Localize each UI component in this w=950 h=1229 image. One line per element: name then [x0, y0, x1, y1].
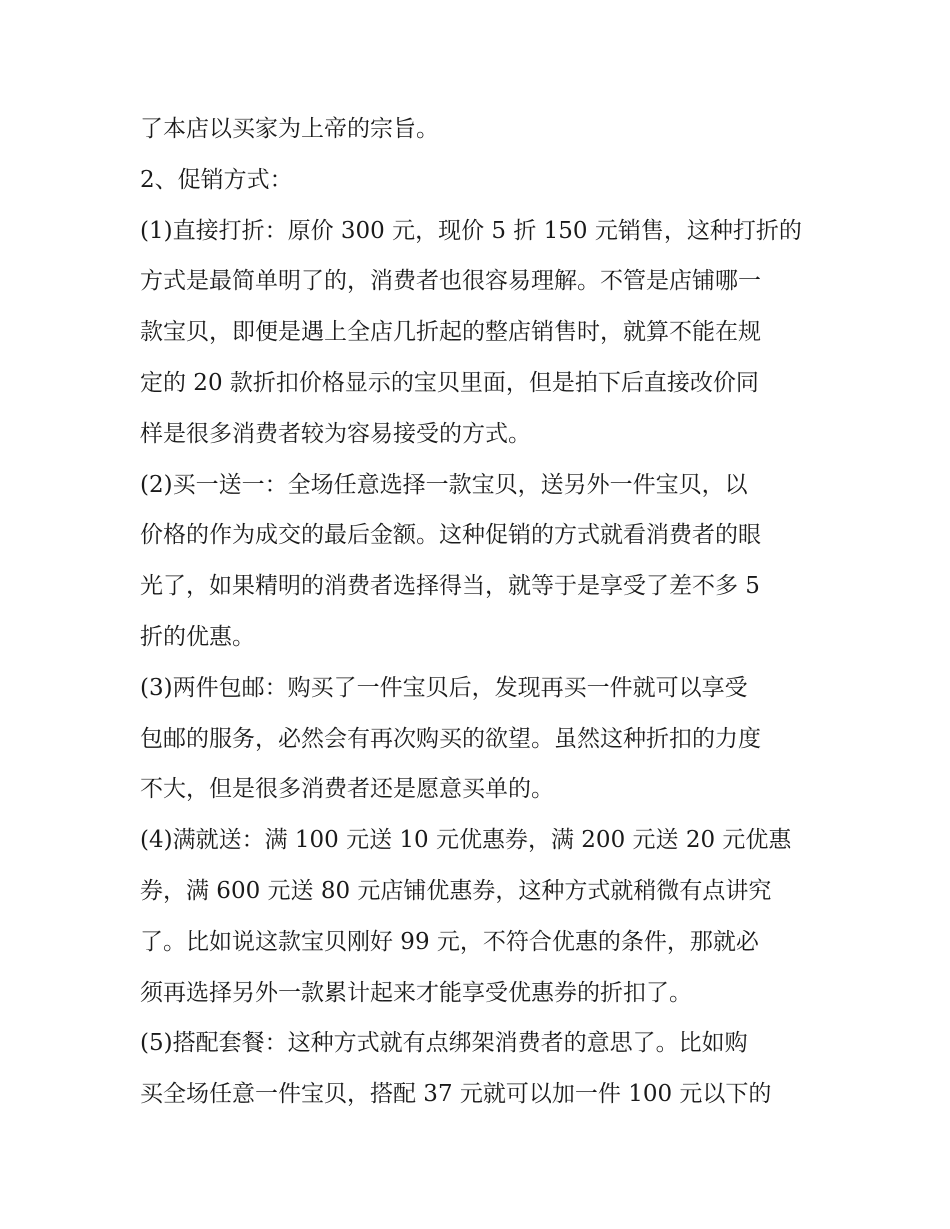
text-line: (5)搭配套餐：这种方式就有点绑架消费者的意思了。比如购 [140, 1030, 748, 1057]
text-line: 须再选择另外一款累计起来才能享受优惠券的折扣了。 [140, 979, 692, 1006]
text-line: 包邮的服务，必然会有再次购买的欲望。虽然这种折扣的力度 [140, 725, 761, 752]
text-line: (1)直接打折：原价 300 元，现价 5 折 150 元销售，这种打折的 [140, 217, 802, 244]
text-line: 样是很多消费者较为容易接受的方式。 [140, 420, 531, 447]
text-line: 券，满 600 元送 80 元店铺优惠券，这种方式就稍微有点讲究 [140, 877, 772, 904]
document-body [140, 104, 812, 1120]
text-line: (3)两件包邮：购买了一件宝贝后，发现再买一件就可以享受 [140, 674, 748, 701]
section-heading: 2、促销方式： [140, 166, 293, 193]
text-line: 买全场任意一件宝贝，搭配 37 元就可以加一件 100 元以下的 [140, 1081, 772, 1108]
text-line: 款宝贝，即便是遇上全店几折起的整店销售时，就算不能在规 [140, 319, 761, 346]
text-line: 价格的作为成交的最后金额。这种促销的方式就看消费者的眼 [140, 522, 761, 549]
text-line: (2)买一送一：全场任意选择一款宝贝，送另外一件宝贝，以 [140, 471, 748, 498]
text-line: 折的优惠。 [140, 623, 255, 650]
text-line: 光了，如果精明的消费者选择得当，就等于是享受了差不多 5 [140, 573, 760, 600]
text-line: 了。比如说这款宝贝刚好 99 元，不符合优惠的条件，那就必 [140, 928, 759, 955]
text-line: (4)满就送：满 100 元送 10 元优惠券，满 200 元送 20 元优惠 [140, 827, 792, 854]
text-line: 不大，但是很多消费者还是愿意买单的。 [140, 776, 554, 803]
text-line: 定的 20 款折扣价格显示的宝贝里面，但是拍下后直接改价同 [140, 369, 759, 396]
text-line: 方式是最简单明了的，消费者也很容易理解。不管是店铺哪一 [140, 268, 761, 295]
text-line: 了本店以买家为上帝的宗旨。 [140, 116, 439, 142]
